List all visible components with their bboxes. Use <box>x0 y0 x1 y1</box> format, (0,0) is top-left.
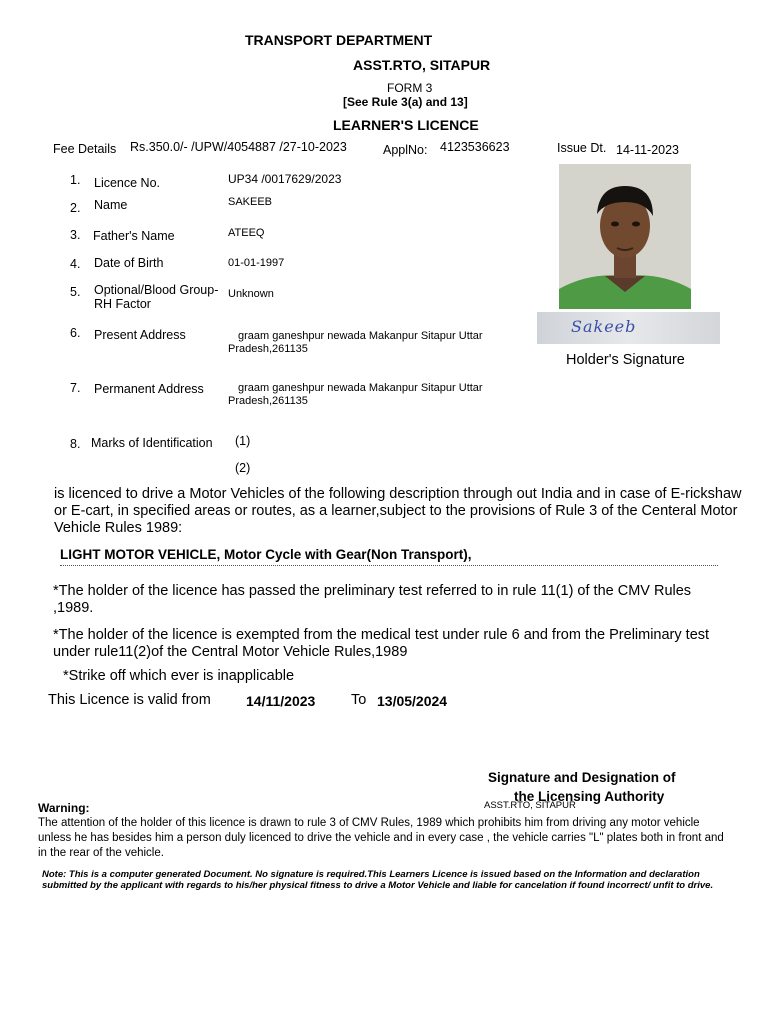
field-label-name: Name <box>94 198 128 212</box>
field-number: 7. <box>70 381 81 395</box>
issue-label: Issue Dt. <box>557 141 607 155</box>
warning-text: The attention of the holder of this licence is drawn to rule 3 of CMV Rules, 1989 which prohibits him from driving any motor vehicle unless he has besides him a person duly licenced to drive the vehicle and in every case , the vehicle carries "L" plates both in front and in the rear of the vehicle. <box>38 817 724 859</box>
field-label-fathers-name: Father's Name <box>93 229 175 243</box>
field-label-present-address: Present Address <box>94 328 186 342</box>
field-value-present-address: graam ganeshpur newada Makanpur Sitapur Uttar <box>238 330 483 342</box>
vehicle-class: LIGHT MOTOR VEHICLE, Motor Cycle with Gear(Non Transport), <box>60 547 718 566</box>
signature-scribble: Sakeeb <box>571 317 637 336</box>
holder-signature-image <box>537 312 720 344</box>
field-label-dob: Date of Birth <box>94 256 164 270</box>
valid-from-date: 14/11/2023 <box>246 693 316 709</box>
field-value-mark-1: (1) <box>235 434 251 448</box>
field-number: 3. <box>70 228 81 242</box>
authority-designation-label: the Licensing Authority <box>514 789 665 804</box>
document-title: LEARNER'S LICENCE <box>333 117 479 133</box>
field-number: 4. <box>70 257 81 271</box>
field-value-present-address-line2: Pradesh,261135 <box>228 343 308 355</box>
issue-value: 14-11-2023 <box>616 143 680 157</box>
valid-to-date: 13/05/2024 <box>377 693 448 709</box>
field-value-fathers-name: ATEEQ <box>228 227 265 239</box>
office-title: ASST.RTO, SITAPUR <box>353 57 491 73</box>
field-value-mark-2: (2) <box>235 461 251 475</box>
field-value-blood-group: Unknown <box>228 288 274 300</box>
field-value-permanent-address-line2: Pradesh,261135 <box>228 395 308 407</box>
field-value-licence-no: UP34 /0017629/2023 <box>228 172 342 186</box>
authority-signature-label: Signature and Designation of <box>488 770 676 785</box>
validity-to-label: To <box>351 692 367 708</box>
authority-office: ASST.RTO, SITAPUR <box>484 800 576 811</box>
validity-label: This Licence is valid from <box>48 692 211 708</box>
field-number: 5. <box>70 285 81 299</box>
field-value-name: SAKEEB <box>228 196 273 208</box>
fee-label: Fee Details <box>53 142 117 156</box>
holder-signature-label: Holder's Signature <box>566 352 685 368</box>
appl-value: 4123536623 <box>440 140 510 154</box>
strike-off-note: *Strike off which ever is inapplicable <box>63 668 295 684</box>
field-number: 8. <box>70 437 81 451</box>
warning-label: Warning: <box>38 801 90 815</box>
person-photo-icon <box>559 164 691 309</box>
field-number: 6. <box>70 326 81 340</box>
field-value-permanent-address: graam ganeshpur newada Makanpur Sitapur Uttar <box>238 382 483 394</box>
licence-description: is licenced to drive a Motor Vehicles of the following description through out India and in case of E-rickshaw or E-cart, in specified areas or routes, as a learner,subject to the provisions of Rule 3 of the Centeral Motor Vehicle Rules 1989: <box>54 486 742 536</box>
field-number: 1. <box>70 173 81 187</box>
field-number: 2. <box>70 201 81 215</box>
holder-photo <box>559 164 691 309</box>
department-title: TRANSPORT DEPARTMENT <box>245 32 433 48</box>
field-label-rh-factor: RH Factor <box>94 297 151 311</box>
field-label-permanent-address: Permanent Address <box>94 382 204 396</box>
medical-test-note: *The holder of the licence is exempted from the medical test under rule 6 and from the Preliminary test under rule11(2)of the Central Motor Vehicle Rules,1989 <box>53 627 710 660</box>
field-label-marks: Marks of Identification <box>91 436 213 450</box>
rule-reference: [See Rule 3(a) and 13] <box>343 95 468 109</box>
computer-generated-note: Note: This is a computer generated Document. No signature is required.This Learners Licence is issued based on the Information and declaration submitted by the applicant with regards to his/her physical fitness to drive a Motor Vehicle and liable for cancelation if found incorrect/ unfit to drive. <box>42 869 714 891</box>
field-value-dob: 01-01-1997 <box>228 257 285 269</box>
fee-value: Rs.350.0/- /UPW/4054887 /27-10-2023 <box>130 140 347 154</box>
field-label-licence-no: Licence No. <box>94 176 161 190</box>
preliminary-test-note: *The holder of the licence has passed the preliminary test referred to in rule 11(1) of the CMV Rules ,1989. <box>53 583 692 616</box>
appl-label: ApplNo: <box>383 143 428 157</box>
form-number: FORM 3 <box>387 81 433 95</box>
field-label-blood-group: Optional/Blood Group- <box>94 283 219 297</box>
